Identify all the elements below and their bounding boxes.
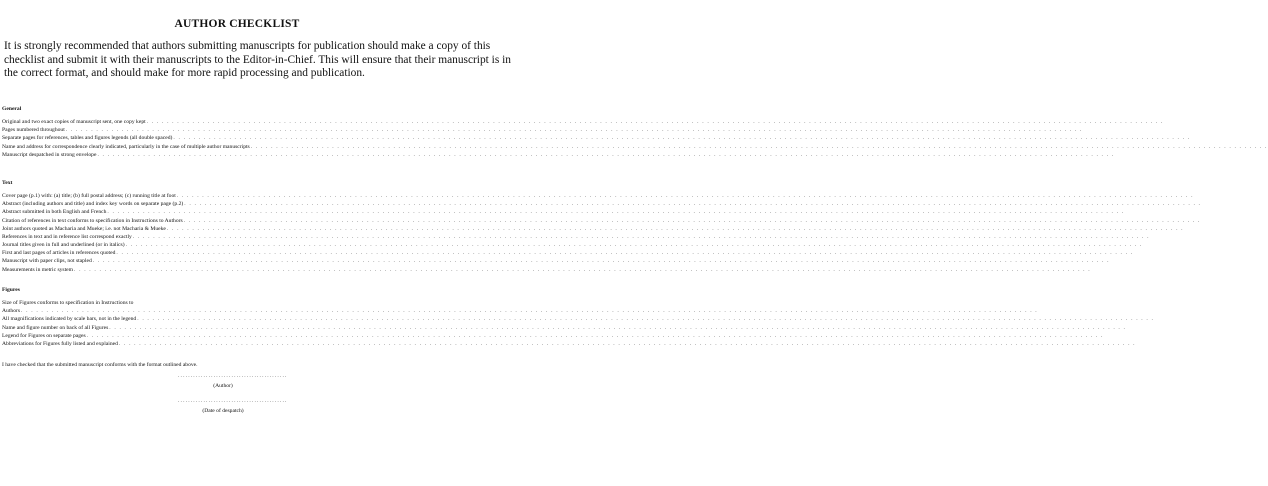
dot-leader: . . . . . . . . . . . . . . . . . . . . . . . . . . . . . . . . . . . . . . . . . . . . . . . . . . . . . . . . . . . . . . . . . . . . . . . . . . . . . . . . . . . . . . . . . . . . . . . . . . . . . . . . . . . . . . . . . . . . . . . . . . . . . . . . . . . . . . . . . . . . . . . . . . . . . . . . . . . . . . . . . . . . . . . . . . . . . . . . . . . . . . . . . . . . . . . . . . . . . . . . <box>184 201 1202 208</box>
dot-leader: . . . . . . . . . . . . . . . . . . . . . . . . . . . . . . . . . . . . . . . . . . . . . . . . . . . . . . . . . . . . . . . . . . . . . . . . . . . . . . . . . . . . . . . . . . . . . . . . . . . . . . . . . . . . . . . . . . . . . . . . . . . . . . . . . . . . . . . . . . . . . . . . . . . . . . . . . . . . . . . . . . . . . . . . . . . . . . . . . . . . . . . . . . . . . . . . . . . . . . . . <box>65 127 1083 134</box>
checklist-row <box>2 143 1268 151</box>
checklist-item: Citation of references in text conforms to specification in Instructions to Authors <box>2 217 183 224</box>
general-section <box>2 106 1268 159</box>
checklist-item: Cover page (p.1) with: (a) title; (b) full postal address; (c) running title at foot <box>2 192 176 199</box>
dot-leader: . . . . . . . . . . . . . . . . . . . . . . . . . . . . . . . . . . . . . . . . . . . . . . . . . . . . . . . . . . . . . . . . . . . . . . . . . . . . . . . . . . . . . . . . . . . . . . . . . . . . . . . . . . . . . . . . . . . . . . . . . . . . . . . . . . . . . . . . . . . . . . . . . . . . . . . . . . . . . . . . . . . . . . . . . . . . . . . . . . . . . . . . . . . . . . . . . . . . . . . . <box>109 324 1127 331</box>
confirmation-statement: I have checked that the submitted manuscript conforms with the format outlined above. <box>2 362 198 368</box>
dot-leader: . . . . . . . . . . . . . . . . . . . . . . . . . . . . . . . . . . . . . . . . . . . . . . . . . . . . . . . . . . . . . . . . . . . . . . . . . . . . . . . . . . . . . . . . . . . . . . . . . . . . . . . . . . . . . . . . . . . . . . . . . . . . . . . . . . . . . . . . . . . . . . . . . . . . . . . . . . . . . . . . . . . . . . . . . . . . . . . . . . . . . . . . . . . . . . . . . . . . . . . . <box>125 242 1143 249</box>
checklist-row <box>2 200 1202 208</box>
date-signature-block <box>178 398 288 415</box>
general-heading: General <box>2 106 22 112</box>
page-title: AUTHOR CHECKLIST <box>174 18 300 30</box>
checklist-row <box>2 266 1091 274</box>
checklist-row <box>2 332 1104 340</box>
checklist-row <box>2 192 1194 200</box>
checklist-row <box>2 225 1184 233</box>
checklist-item: Original and two exact copies of manuscript sent, one copy kept <box>2 118 146 125</box>
checklist-item: Journal titles given in full and underlined (or in italics) <box>2 242 125 249</box>
dot-leader: . . . . . . . . . . . . . . . . . . . . . . . . . . . . . . . . . . . . . . . . . . . . . . . . . . . . . . . . . . . . . . . . . . . . . . . . . . . . . . . . . . . . . . . . . . . . . . . . . . . . . . . . . . . . . . . . . . . . . . . . . . . . . . . . . . . . . . . . . . . . . . . . . . . . . . . . . . . . . . . . . . . . . . . . . . . . . . . . . . . . . . . . . . . . . . . . . . . . . . . . <box>176 192 1194 199</box>
checklist-item: Separate pages for references, tables and figures legends (all double spaced) <box>2 135 173 142</box>
checklist-item: First and last pages of articles in references quoted <box>2 250 116 257</box>
checklist-row <box>2 258 1110 266</box>
dot-leader: . . . . . . . . . . . . . . . . . . . . . . . . . . . . . . . . . . . . . . . . . . . . . . . . . . . . . . . . . . . . . . . . . . . . . . . . . . . . . . . . . . . . . . . . . . . . . . . . . . . . . . . . . . . . . . . . . . . . . . . . . . . . . . . . . . . . . . . . . . . . . . . . . . . . . . . . . . . . . . . . . . . . . . . . . . . . . . . . . . . . . . . . . . . . . . . . . . . . . . . . <box>166 225 1184 232</box>
dot-leader: . . . . . . . . . . . . . . . . . . . . . . . . . . . . . . . . . . . . . . . . . . . . . . . . . . . . . . . . . . . . . . . . . . . . . . . . . . . . . . . . . . . . . . . . . . . . . . . . . . . . . . . . . . . . . . . . . . . . . . . . . . . . . . . . . . . . . . . . . . . . . . . . . . . . . . . . . . . . . . . . . . . . . . . . . . . . . . . . . . . . . . . . . . . . . . . . . . . . . . . . <box>137 316 1155 323</box>
dot-leader: . . . . . . . . . . . . . . . . . . . . . . . . . . . . . . . . . . . . . . . . . . . . . . . . . . . . . . . . . . . . . . . . . . . . . . . . . . . . . . . . . . . . . . . . . . . . . . . . . . . . . . . . . . . . . . . . . . . . . . . . . . . . . . . . . . . . . . . . . . . . . . . . . . . . . . . . . . . . . . . . . . . . . . . . . . . . . . . . . . . . . . . . . . . . . . . . . . . . . . . . <box>250 143 1268 150</box>
checklist-item: Joint authors quoted as Macharia and Mueke; i.e. not Macharia & Mueke <box>2 225 166 232</box>
dot-leader: . . . . . . . . . . . . . . . . . . . . . . . . . . . . . . . . . . . . . . . . . . . . . . . . . . . . . . . . . . . . . . . . . . . . . . . . . . . . . . . . . . . . . . . . . . . . . . . . . . . . . . . . . . . . . . . . . . . . . . . . . . . . . . . . . . . . . . . . . . . . . . . . . . . . . . . . . . . . . . . . . . . . . . . . . . . . . . . . . . . . . . . . . . . . . . . . . . . . . . . . <box>132 233 1150 240</box>
dot-leader: . . . . . . . . . . . . . . . . . . . . . . . . . . . . . . . . . . . . . . . . . . . . . . . . . . . . . . . . . . . . . . . . . . . . . . . . . . . . . . . . . . . . . . . . . . . . . . . . . . . . . . . . . . . . . . . . . . . . . . . . . . . . . . . . . . . . . . . . . . . . . . . . . . . . . . . . . . . . . . . . . . . . . . . . . . . . . . . . . . . . . . . . . . . . . . . . . . . . . . . . <box>86 332 1104 339</box>
checklist-item: Pages numbered throughout <box>2 127 65 134</box>
dot-leader: . . . . . . . . . . . . . . . . . . . . . . . . . . . . . . . . . . . . . . . . . . . . . . . . . . . . . . . . . . . . . . . . . . . . . . . . . . . . . . . . . . . . . . . . . . . . . . . . . . . . . . . . . . . . . . . . . . . . . . . . . . . . . . . . . . . . . . . . . . . . . . . . . . . . . . . . . . . . . . . . . . . . . . . . . . . . . . . . . . . . . . . . . . . . . . . . . . . . . . . . <box>97 151 1115 158</box>
dot-leader: . . . . . . . . . . . . . . . . . . . . . . . . . . . . . . . . . . . . . . . . . . . . . . . . . . . . . . . . . . . . . . . . . . . . . . . . . . . . . . . . . . . . . . . . . . . . . . . . . . . . . . . . . . . . . . . . . . . . . . . . . . . . . . . . . . . . . . . . . . . . . . . . . . . . . . . . . . . . . . . . . . . . . . . . . . . . . . . . . . . . . . . . . . . . . . . . . . . . . . . . <box>74 266 1091 273</box>
dot-leader: . . . . . . . . . . . . . . . . . . . . . . . . . . . . . . . . . . . . . . . . . . . . . . . . . . . . . . . . . . . . . . . . . . . . . . . . . . . . . . . . . . . . . . . . . . . . . . . . . . . . . . . . . . . . . . . . . . . . . . . . . . . . . . . . . . . . . . . . . . . . . . . . . . . . . . . . . . . . . . . . . . . . . . . . . . . . . . . . . . . . . . . . . . . . . . . . . . . . . . . . <box>146 118 1164 125</box>
signature-line: ........................................... <box>178 373 288 379</box>
dot-leader: . . . . . . . . . . . . . . . . . . . . . . . . . . . . . . . . . . . . . . . . . . . . . . . . . . . . . . . . . . . . . . . . . . . . . . . . . . . . . . . . . . . . . . . . . . . . . . . . . . . . . . . . . . . . . . . . . . . . . . . . . . . . . . . . . . . . . . . . . . . . . . . . . . . . . . . . . . . . . . . . . . . . . . . . . . . . . . . . . . . . . . . . . . . . . . . . . . . . . . . . <box>107 209 1125 216</box>
checklist-item: References in text and in reference list correspond exactly <box>2 233 132 240</box>
author-signature-block <box>178 373 288 390</box>
checklist-item: Measurements in metric system <box>2 266 73 273</box>
checklist-row <box>2 151 1115 159</box>
checklist-row <box>2 241 1143 249</box>
checklist-row <box>2 249 1134 257</box>
dot-leader: . . . . . . . . . . . . . . . . . . . . . . . . . . . . . . . . . . . . . . . . . . . . . . . . . . . . . . . . . . . . . . . . . . . . . . . . . . . . . . . . . . . . . . . . . . . . . . . . . . . . . . . . . . . . . . . . . . . . . . . . . . . . . . . . . . . . . . . . . . . . . . . . . . . . . . . . . . . . . . . . . . . . . . . . . . . . . . . . . . . . . . . . . . . . . . . . . . . . . . . . <box>173 135 1191 142</box>
dot-leader: . . . . . . . . . . . . . . . . . . . . . . . . . . . . . . . . . . . . . . . . . . . . . . . . . . . . . . . . . . . . . . . . . . . . . . . . . . . . . . . . . . . . . . . . . . . . . . . . . . . . . . . . . . . . . . . . . . . . . . . . . . . . . . . . . . . . . . . . . . . . . . . . . . . . . . . . . . . . . . . . . . . . . . . . . . . . . . . . . . . . . . . . . . . . . . . . . . . . . . . . <box>92 258 1110 265</box>
checklist-row <box>2 315 1155 323</box>
checklist-row <box>2 118 1164 126</box>
intro-paragraph <box>4 40 524 81</box>
checklist-row <box>2 217 1201 225</box>
text-section <box>2 180 1202 274</box>
dot-leader: . . . . . . . . . . . . . . . . . . . . . . . . . . . . . . . . . . . . . . . . . . . . . . . . . . . . . . . . . . . . . . . . . . . . . . . . . . . . . . . . . . . . . . . . . . . . . . . . . . . . . . . . . . . . . . . . . . . . . . . . . . . . . . . . . . . . . . . . . . . . . . . . . . . . . . . . . . . . . . . . . . . . . . . . . . . . . . . . . . . . . . . . . . . . . . . . . . . . . . . . <box>183 217 1201 224</box>
dot-leader: . . . . . . . . . . . . . . . . . . . . . . . . . . . . . . . . . . . . . . . . . . . . . . . . . . . . . . . . . . . . . . . . . . . . . . . . . . . . . . . . . . . . . . . . . . . . . . . . . . . . . . . . . . . . . . . . . . . . . . . . . . . . . . . . . . . . . . . . . . . . . . . . . . . . . . . . . . . . . . . . . . . . . . . . . . . . . . . . . . . . . . . . . . . . . . . . . . . . . . . . <box>21 308 1038 315</box>
checklist-row <box>2 208 1125 216</box>
checklist-item: Abstract submitted in both English and French <box>2 209 107 216</box>
dot-leader: . . . . . . . . . . . . . . . . . . . . . . . . . . . . . . . . . . . . . . . . . . . . . . . . . . . . . . . . . . . . . . . . . . . . . . . . . . . . . . . . . . . . . . . . . . . . . . . . . . . . . . . . . . . . . . . . . . . . . . . . . . . . . . . . . . . . . . . . . . . . . . . . . . . . . . . . . . . . . . . . . . . . . . . . . . . . . . . . . . . . . . . . . . . . . . . . . . . . . . . . <box>116 250 1134 257</box>
checklist-item: Manuscript despatched in strong envelope <box>2 151 97 158</box>
intro-line: It is strongly recommended that authors submitting manuscripts for publication should make a copy of this <box>4 40 491 52</box>
checklist-item: All magnifications indicated by scale bars, not in the legend <box>2 316 137 323</box>
figures-section <box>2 287 1155 348</box>
figures-heading: Figures <box>2 287 20 293</box>
date-caption: (Date of despatch) <box>202 408 244 414</box>
text-heading: Text <box>2 180 13 186</box>
checklist-item: Abstract (including authors and title) and index key words on separate page (p.2) <box>2 201 184 208</box>
checklist-item: Authors <box>2 308 21 315</box>
checklist-item: Manuscript with paper clips, not stapled <box>2 258 92 265</box>
checklist-row <box>2 126 1083 134</box>
intro-line: checklist and submit it with their manuscripts to the Editor-in-Chief. This will ensure that their manuscript is in <box>4 53 511 66</box>
checklist-row <box>2 340 1136 348</box>
figures-lead-line: Size of Figures conforms to specification in Instructions to <box>2 300 134 306</box>
checklist-row <box>2 307 1038 315</box>
checklist-row <box>2 324 1127 332</box>
checklist-row <box>2 233 1150 241</box>
intro-line: the correct format, and should make for more rapid processing and publication. <box>4 67 365 80</box>
checklist-item: Legend for Figures on separate pages <box>2 332 86 339</box>
checklist-item: Name and figure number on back of all Figures <box>2 324 109 331</box>
checklist-item: Name and address for correspondence clearly indicated, particularly in the case of multiple author manuscripts <box>2 143 250 150</box>
author-caption: (Author) <box>213 383 233 389</box>
signature-line: ........................................... <box>178 398 288 404</box>
dot-leader: . . . . . . . . . . . . . . . . . . . . . . . . . . . . . . . . . . . . . . . . . . . . . . . . . . . . . . . . . . . . . . . . . . . . . . . . . . . . . . . . . . . . . . . . . . . . . . . . . . . . . . . . . . . . . . . . . . . . . . . . . . . . . . . . . . . . . . . . . . . . . . . . . . . . . . . . . . . . . . . . . . . . . . . . . . . . . . . . . . . . . . . . . . . . . . . . . . . . . . . . <box>118 340 1136 347</box>
checklist-row <box>2 134 1191 142</box>
checklist-item: Abbreviations for Figures fully listed and explained <box>2 340 118 347</box>
